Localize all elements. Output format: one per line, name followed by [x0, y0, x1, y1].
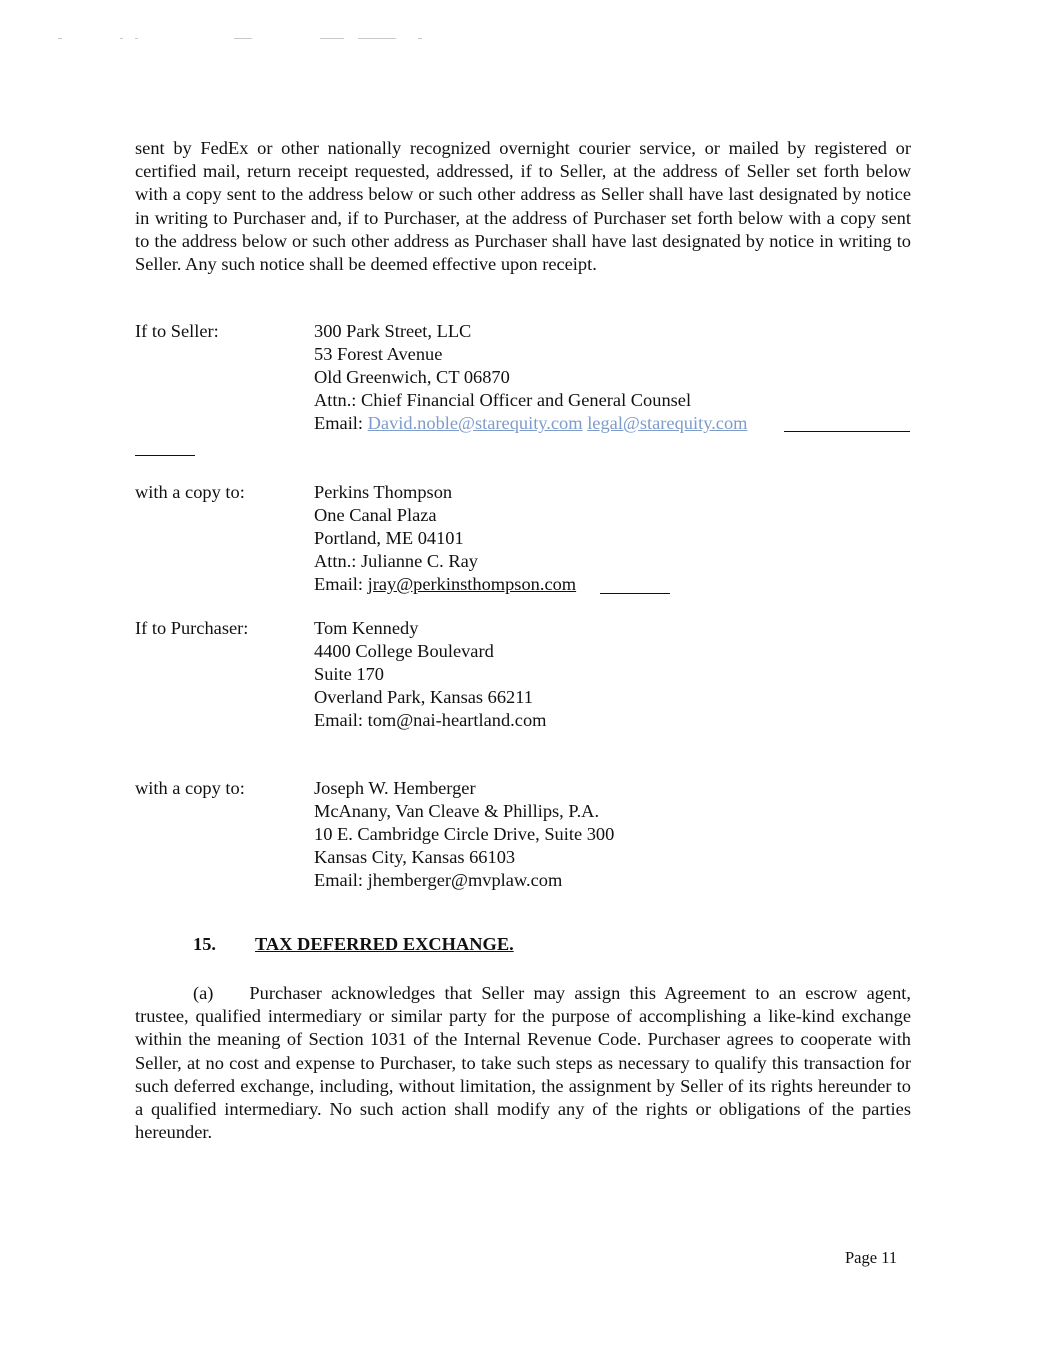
purchaser-copy-address [314, 777, 614, 892]
seller-address-line: Attn.: Chief Financial Officer and General Counsel [314, 390, 692, 410]
purchaser-copy-address-line: 10 E. Cambridge Circle Drive, Suite 300 [314, 824, 615, 844]
purchaser-address-line: 4400 College Boulevard [314, 641, 494, 661]
section-title: TAX DEFERRED EXCHANGE. [255, 934, 514, 954]
purchaser-address [314, 617, 546, 732]
purchaser-copy-email-line: Email: jhemberger@mvplaw.com [314, 870, 563, 890]
section-number: 15. [193, 934, 216, 954]
purchaser-address-line: Tom Kennedy [314, 618, 419, 638]
section-paragraph [135, 982, 911, 1144]
purchaser-copy-label: with a copy to: [135, 778, 245, 798]
purchaser-email-line: Email: tom@nai-heartland.com [314, 710, 547, 730]
seller-email-underline [784, 431, 910, 432]
seller-copy-email-link[interactable]: jray@perkinsthompson.com [367, 574, 577, 594]
seller-copy-address-line: Perkins Thompson [314, 482, 453, 502]
seller-copy-address-line: One Canal Plaza [314, 505, 437, 525]
seller-copy-email-line [314, 573, 576, 596]
purchaser-copy-address-line: McAnany, Van Cleave & Phillips, P.A. [314, 801, 600, 821]
page-number: Page 11 [845, 1248, 898, 1267]
section-paragraph-text: Purchaser acknowledges that Seller may assign this Agreement to an escrow agent, trustee, qualified intermediary or similar party for the purpose of accomplishing a like-kind exchange within the meaning of Section 1031 of the Internal Revenue Code. Purchaser agrees to cooperate with Seller, at no cost and expense to Purchaser, to take such steps as necessary to qualify this transaction for such deferred exchange, including, without limitation, the assignment by Seller of its rights hereunder to a qualified intermediary. No such action shall modify any of the rights or obligations of the parties hereunder. [135, 983, 911, 1143]
separator-rule [135, 455, 195, 456]
seller-copy-address-line: Attn.: Julianne C. Ray [314, 551, 478, 571]
purchaser-copy-address-line: Kansas City, Kansas 66103 [314, 847, 516, 867]
intro-paragraph: sent by FedEx or other nationally recognized overnight courier service, or mailed by registered or certified mail, return receipt requested, addressed, if to Seller, at the address of Seller set forth below with a copy sent to the address below or such other address as Seller shall have last designated by notice in writing to Purchaser and, if to Purchaser, at the address of Purchaser set forth below with a copy sent to the address below or such other address as Purchaser shall have last designated by notice in writing to Seller. Any such notice shall be deemed effective upon receipt. [135, 138, 911, 275]
seller-copy-address [314, 481, 576, 596]
seller-copy-label: with a copy to: [135, 482, 245, 502]
seller-copy-address-line: Portland, ME 04101 [314, 528, 464, 548]
seller-email-label: Email: [314, 413, 364, 433]
section-sub-label: (a) [193, 983, 214, 1003]
seller-email-link-2[interactable]: legal@starequity.com [587, 413, 748, 433]
seller-address [314, 320, 747, 435]
purchaser-address-line: Suite 170 [314, 664, 384, 684]
purchaser-label: If to Purchaser: [135, 618, 249, 638]
seller-address-line: Old Greenwich, CT 06870 [314, 367, 510, 387]
purchaser-address-line: Overland Park, Kansas 66211 [314, 687, 533, 707]
seller-email-link-1[interactable]: David.noble@starequity.com [367, 413, 583, 433]
seller-address-line: 300 Park Street, LLC [314, 321, 472, 341]
seller-email-line [314, 412, 747, 435]
seller-label: If to Seller: [135, 321, 219, 341]
purchaser-copy-address-line: Joseph W. Hemberger [314, 778, 476, 798]
seller-copy-email-label: Email: [314, 574, 364, 594]
seller-copy-email-underline [600, 593, 670, 594]
seller-address-line: 53 Forest Avenue [314, 344, 443, 364]
